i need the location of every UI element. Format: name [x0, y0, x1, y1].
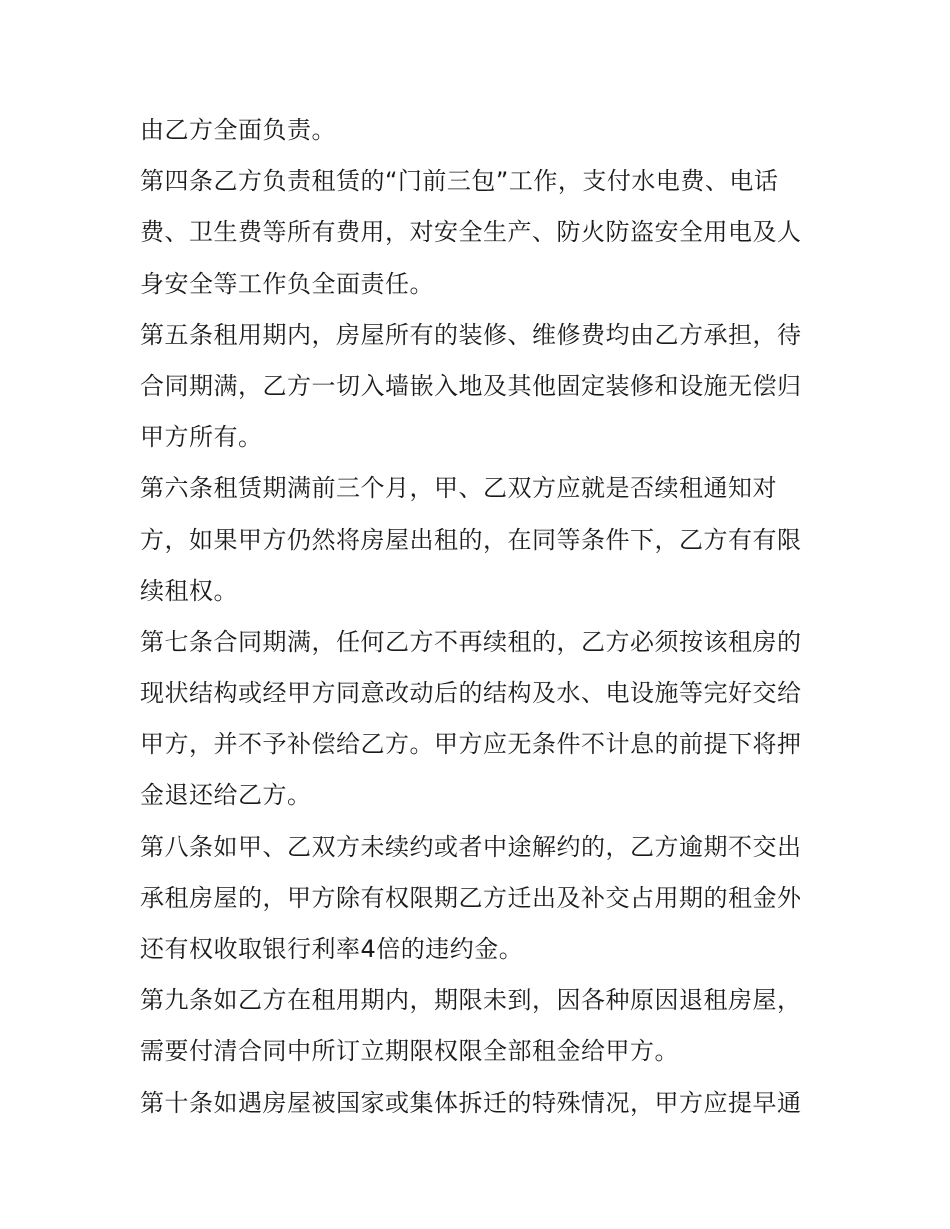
text-line: 甲方所有。: [140, 423, 263, 452]
text-line: 需要付清合同中所订立期限权限全部租金给甲方。: [140, 1037, 679, 1066]
text-line: 甲方，并不予补偿给乙方。甲方应无条件不计息的前提下将押: [140, 730, 802, 759]
text-line: 第九条如乙方在租用期内，期限未到，因各种原因退租房屋，: [140, 986, 802, 1015]
text-line: 还有权收取银行利率4倍的违约金。: [140, 935, 524, 963]
text-line: 身安全等工作负全面责任。: [140, 269, 434, 298]
text-line: 方，如果甲方仍然将房屋出租的，在同等条件下，乙方有有限: [140, 525, 802, 554]
text-line: 续租权。: [140, 576, 238, 605]
text-line: 第四条乙方负责租赁的“门前三包”工作，支付水电费、电话: [140, 167, 779, 196]
document-body: [140, 105, 820, 1129]
text-line: 第八条如甲、乙双方未续约或者中途解约的，乙方逾期不交出: [140, 832, 802, 861]
text-line: 合同期满，乙方一切入墙嵌入地及其他固定装修和设施无偿归: [140, 371, 802, 400]
text-line: 第七条合同期满，任何乙方不再续租的，乙方必须按该租房的: [140, 627, 802, 656]
text-line: 费、卫生费等所有费用，对安全生产、防火防盗安全用电及人: [140, 218, 802, 247]
text-line: 第十条如遇房屋被国家或集体拆迁的特殊情况，甲方应提早通: [140, 1088, 802, 1117]
text-line: 第五条租用期内，房屋所有的装修、维修费均由乙方承担，待: [140, 320, 802, 349]
text-line: 第六条租赁期满前三个月，甲、乙双方应就是否续租通知对: [140, 474, 777, 503]
text-line: 由乙方全面负责。: [140, 116, 336, 144]
text-line: 承租房屋的，甲方除有权限期乙方迁出及补交占用期的租金外: [140, 883, 802, 912]
text-line: 现状结构或经甲方同意改动后的结构及水、电设施等完好交给: [140, 679, 802, 708]
text-line: 金退还给乙方。: [140, 781, 312, 810]
